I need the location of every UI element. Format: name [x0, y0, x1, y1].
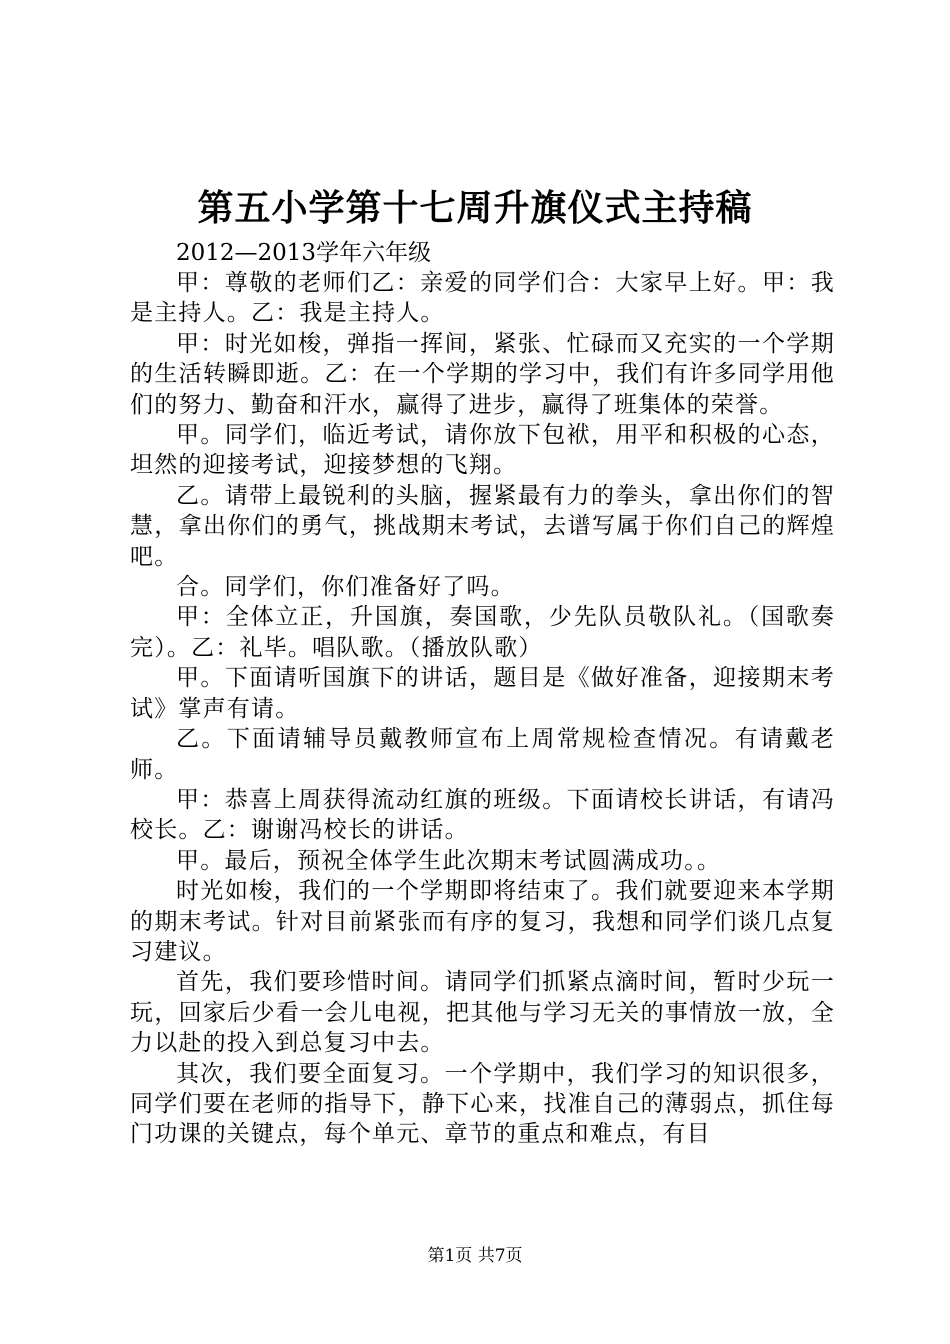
paragraph-8: 乙。下面请辅导员戴教师宣布上周常规检查情况。有请戴老师。: [130, 726, 835, 783]
paragraph-10: 甲。最后，预祝全体学生此次期末考试圆满成功。。: [176, 847, 722, 874]
page-footer: 第1页 共7页: [427, 1246, 523, 1266]
paragraph-3: 甲。同学们，临近考试，请你放下包袱，用平和积极的心态，坦然的迎接考试，迎接梦想的飞翔。: [130, 422, 835, 479]
paragraph-2: 甲：时光如梭，弹指一挥间，紧张、忙碌而又充实的一个学期的生活转瞬即逝。乙：在一个学期的学习中，我们有许多同学用他们的努力、勤奋和汗水，赢得了进步，赢得了班集体的荣誉。: [130, 330, 835, 418]
document-subtitle: 2012—2013学年六年级: [176, 240, 432, 266]
paragraph-4: 乙。请带上最锐利的头脑，握紧最有力的拳头，拿出你们的智慧，拿出你们的勇气，挑战期末考试，去谱写属于你们自己的辉煌吧。: [130, 482, 835, 570]
document-body: [130, 238, 835, 1150]
paragraph-12: 首先，我们要珍惜时间。请同学们抓紧点滴时间，暂时少玩一玩，回家后少看一会儿电视，把其他与学习无关的事情放一放，全力以赴的投入到总复习中去。: [130, 969, 835, 1057]
paragraph-6: 甲：全体立正，升国旗，奏国歌，少先队员敬队礼。（国歌奏完）。乙：礼毕。唱队歌。（播放队歌）: [130, 604, 835, 661]
paragraph-9: 甲：恭喜上周获得流动红旗的班级。下面请校长讲话，有请冯校长。乙：谢谢冯校长的讲话。: [130, 786, 835, 844]
paragraph-1: 甲：尊敬的老师们乙：亲爱的同学们合：大家早上好。甲：我是主持人。乙：我是主持人。: [130, 270, 835, 327]
paragraph-7: 甲。下面请听国旗下的讲话，题目是《做好准备，迎接期末考试》掌声有请。: [130, 665, 835, 722]
paragraph-11: 时光如梭，我们的一个学期即将结束了。我们就要迎来本学期的期末考试。针对目前紧张而有序的复习，我想和同学们谈几点复习建议。: [130, 878, 835, 965]
paragraph-5: 合。同学们，你们准备好了吗。: [176, 574, 515, 601]
paragraph-13: 其次，我们要全面复习。一个学期中，我们学习的知识很多，同学们要在老师的指导下，静下心来，找准自己的薄弱点，抓住每门功课的关键点，每个单元、章节的重点和难点，有目: [130, 1060, 835, 1148]
document-title: 第五小学第十七周升旗仪式主持稿: [197, 187, 753, 229]
